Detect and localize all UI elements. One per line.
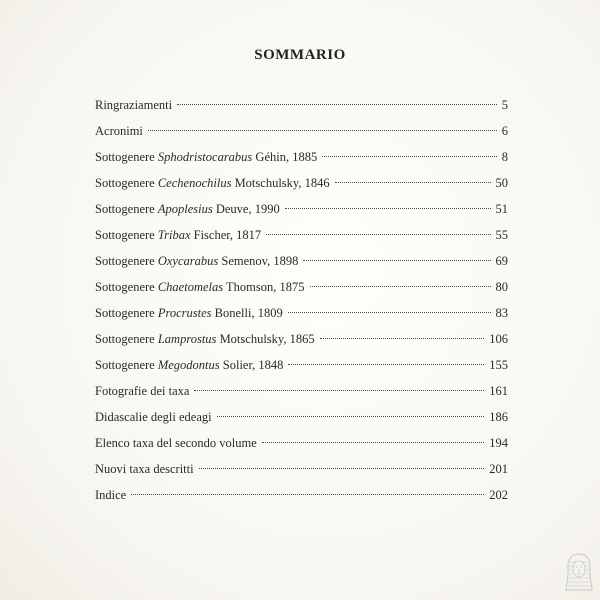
dot-leader [335, 181, 491, 183]
table-of-contents [95, 92, 508, 508]
dot-leader [148, 129, 497, 131]
toc-entry-text: Sottogenere Procrustes Bonelli, 1809 [95, 306, 283, 320]
toc-entry-text: Ringraziamenti [95, 98, 173, 112]
dot-leader [288, 363, 484, 365]
toc-entry-text: Sottogenere Apoplesius Deuve, 1990 [95, 202, 280, 216]
toc-page-number: 55 [495, 228, 508, 242]
toc-entry-text: Sottogenere Megodontus Solier, 1848 [95, 358, 284, 372]
toc-entry-text: Sottogenere Cechenochilus Motschulsky, 1846 [95, 176, 330, 190]
toc-entry-text: Elenco taxa del secondo volume [95, 436, 257, 450]
toc-entry-text: Sottogenere Sphodristocarabus Géhin, 1885 [95, 150, 318, 164]
toc-entry-chaetomelas [95, 274, 508, 300]
toc-entry-tribax [95, 222, 508, 248]
toc-entry-acronimi [95, 118, 508, 144]
dot-leader [320, 337, 485, 339]
toc-entry-megodontus [95, 352, 508, 378]
toc-entry-text: Sottogenere Lamprostus Motschulsky, 1865 [95, 332, 315, 346]
toc-entry-text: Nuovi taxa descritti [95, 462, 194, 476]
toc-page-number: 8 [501, 150, 508, 164]
toc-page-number: 202 [489, 488, 508, 502]
toc-entry-sphodristocarabus [95, 144, 508, 170]
toc-entry-text: Acronimi [95, 124, 143, 138]
dot-leader [266, 233, 490, 235]
toc-page-number: 5 [501, 98, 508, 112]
dot-leader [194, 389, 484, 391]
toc-entry-nuovi-taxa [95, 456, 508, 482]
toc-page-number: 51 [495, 202, 508, 216]
toc-entry-oxycarabus [95, 248, 508, 274]
toc-entry-ringraziamenti [95, 92, 508, 118]
toc-entry-text: Sottogenere Tribax Fischer, 1817 [95, 228, 262, 242]
dot-leader [310, 285, 491, 287]
toc-page-number: 50 [495, 176, 508, 190]
toc-page-number: 83 [495, 306, 508, 320]
toc-entry-fotografie [95, 378, 508, 404]
toc-page-number: 161 [489, 384, 508, 398]
toc-entry-text: Didascalie degli edeagi [95, 410, 212, 424]
dot-leader [288, 311, 491, 313]
toc-entry-elenco [95, 430, 508, 456]
dot-leader [177, 103, 497, 105]
toc-entry-text: Fotografie dei taxa [95, 384, 190, 398]
toc-page-number: 6 [501, 124, 508, 138]
toc-page-number: 69 [495, 254, 508, 268]
toc-entry-text: Sottogenere Chaetomelas Thomson, 1875 [95, 280, 305, 294]
dot-leader [262, 441, 485, 443]
dot-leader [322, 155, 497, 157]
dot-leader [199, 467, 485, 469]
dot-leader [131, 493, 484, 495]
pharaoh-head-icon [565, 552, 593, 592]
dot-leader [303, 259, 490, 261]
toc-entry-apoplesius [95, 196, 508, 222]
toc-entry-lamprostus [95, 326, 508, 352]
toc-page-number: 80 [495, 280, 508, 294]
toc-entry-text: Indice [95, 488, 127, 502]
dot-leader [217, 415, 485, 417]
toc-page-number: 201 [489, 462, 508, 476]
toc-entry-text: Sottogenere Oxycarabus Semenov, 1898 [95, 254, 299, 268]
dot-leader [285, 207, 491, 209]
toc-entry-indice [95, 482, 508, 508]
toc-page-number: 155 [489, 358, 508, 372]
toc-page-number: 186 [489, 410, 508, 424]
toc-entry-cechenochilus [95, 170, 508, 196]
toc-page-number: 106 [489, 332, 508, 346]
toc-entry-procrustes [95, 300, 508, 326]
page-title: SOMMARIO [254, 47, 346, 63]
toc-page-number: 194 [489, 436, 508, 450]
toc-entry-didascalie [95, 404, 508, 430]
